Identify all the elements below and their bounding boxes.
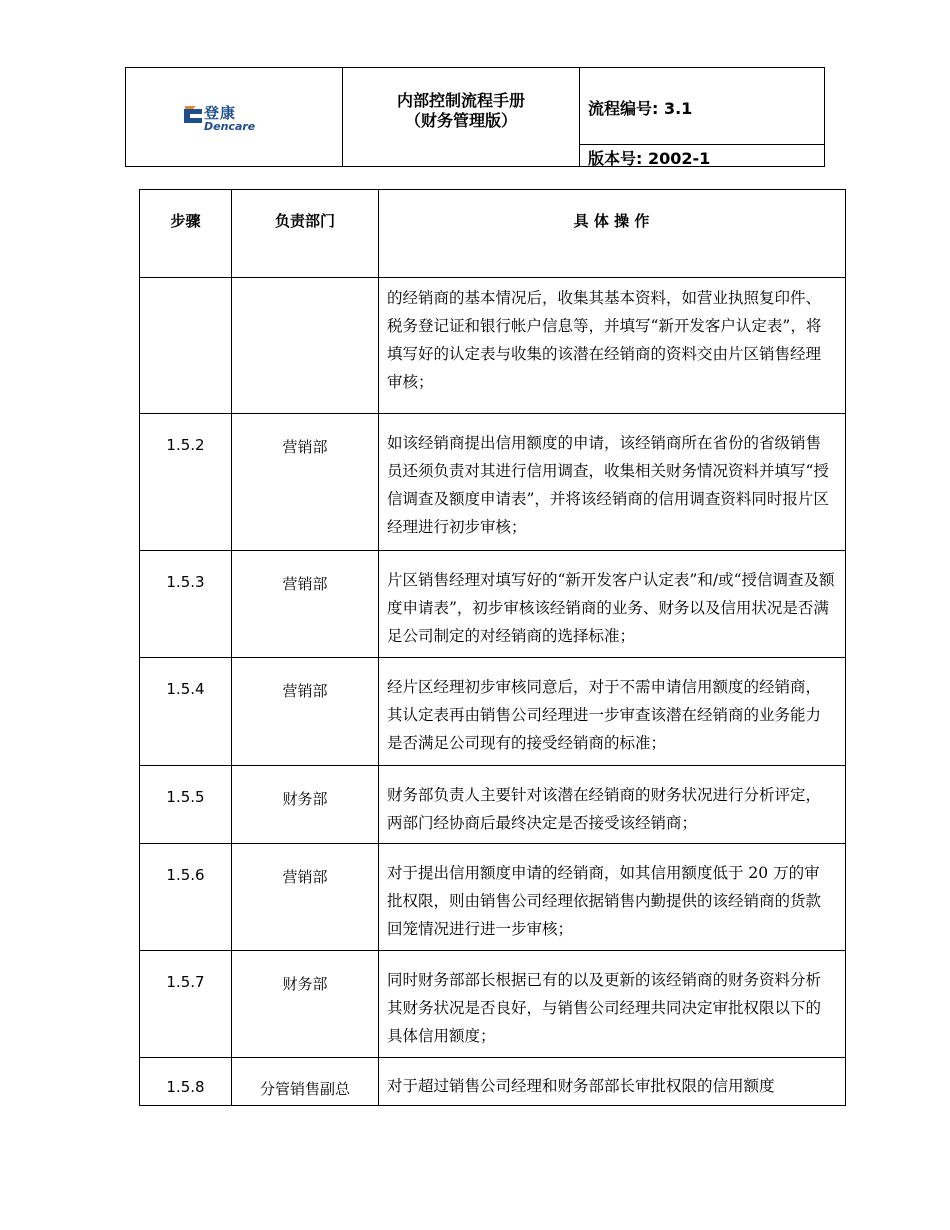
row-operation: 如该经销商提出信用额度的申请，该经销商所在省份的省级销售员还须负责对其进行信用调查，收集相关财务情况资料并填写“授信调查及额度申请表”，并将该经销商的信用调查资料同时报片区经理进行初步审核； [387, 434, 829, 536]
row-operation: 经片区经理初步审核同意后，对于不需申请信用额度的经销商，其认定表再由销售公司经理进一步审查该潜在经销商的业务能力是否满足公司现有的接受经销商的标准； [387, 678, 822, 752]
version-number: 版本号: 2002-1 [588, 149, 711, 168]
row-dept: 分管销售副总 [259, 1080, 350, 1098]
logo-cell [126, 68, 343, 166]
table-row [140, 414, 845, 551]
row-step: 1.5.2 [166, 436, 205, 454]
manual-subtitle: （财务管理版） [404, 111, 517, 130]
row-operation: 财务部负责人主要针对该潜在经销商的财务状况进行分析评定，两部门经协商后最终决定是否接受该经销商； [387, 786, 822, 832]
table-row [140, 1058, 845, 1105]
row-dept: 营销部 [282, 438, 328, 456]
row-step: 1.5.3 [166, 573, 205, 591]
header-step: 步骤 [170, 212, 201, 230]
row-operation: 的经销商的基本情况后，收集其基本资料，如营业执照复印件、税务登记证和银行帐户信息等，并填写“新开发客户认定表”，将填写好的认定表与收集的该潜在经销商的资料交由片区销售经理审核； [387, 289, 822, 391]
document-header [125, 67, 825, 167]
table-row [140, 844, 845, 951]
row-operation: 对于超过销售公司经理和财务部部长审批权限的信用额度 [387, 1077, 775, 1095]
row-dept: 营销部 [282, 868, 328, 886]
manual-title-cell [343, 68, 580, 166]
procedure-table [139, 189, 846, 1106]
table-row [140, 951, 845, 1058]
row-step: 1.5.7 [166, 973, 205, 991]
row-operation: 对于提出信用额度申请的经销商，如其信用额度低于 20 万的审批权限，则由销售公司经理依据销售内勤提供的该经销商的货款回笼情况进行进一步审核； [387, 864, 822, 938]
table-row [140, 766, 845, 844]
row-step: 1.5.8 [166, 1078, 205, 1096]
process-code: 流程编号: 3.1 [588, 99, 693, 118]
company-logo [182, 105, 274, 141]
logo-mark-icon [182, 105, 204, 127]
row-step: 1.5.6 [166, 866, 205, 884]
process-code-cell [580, 68, 824, 145]
row-dept: 财务部 [282, 790, 328, 808]
manual-title: 内部控制流程手册 [396, 91, 525, 110]
logo-brand-cn: 登康 [204, 104, 237, 122]
header-dept: 负责部门 [274, 212, 335, 230]
header-operation: 具 体 操 作 [573, 212, 650, 230]
row-dept: 财务部 [282, 975, 328, 993]
table-row [140, 551, 845, 658]
row-operation: 片区销售经理对填写好的“新开发客户认定表”和/或“授信调查及额度申请表”，初步审核该经销商的业务、财务以及信用状况是否满足公司制定的对经销商的选择标准； [387, 571, 835, 645]
table-row [140, 658, 845, 766]
row-step: 1.5.4 [166, 680, 205, 698]
logo-brand-en: Dencare [204, 120, 256, 133]
table-header-row [140, 190, 845, 278]
version-cell [580, 145, 824, 166]
row-step: 1.5.5 [166, 788, 205, 806]
row-dept: 营销部 [282, 575, 328, 593]
row-operation: 同时财务部部长根据已有的以及更新的该经销商的财务资料分析其财务状况是否良好，与销售公司经理共同决定审批权限以下的具体信用额度； [387, 971, 822, 1045]
row-dept: 营销部 [282, 682, 328, 700]
table-row [140, 278, 845, 414]
